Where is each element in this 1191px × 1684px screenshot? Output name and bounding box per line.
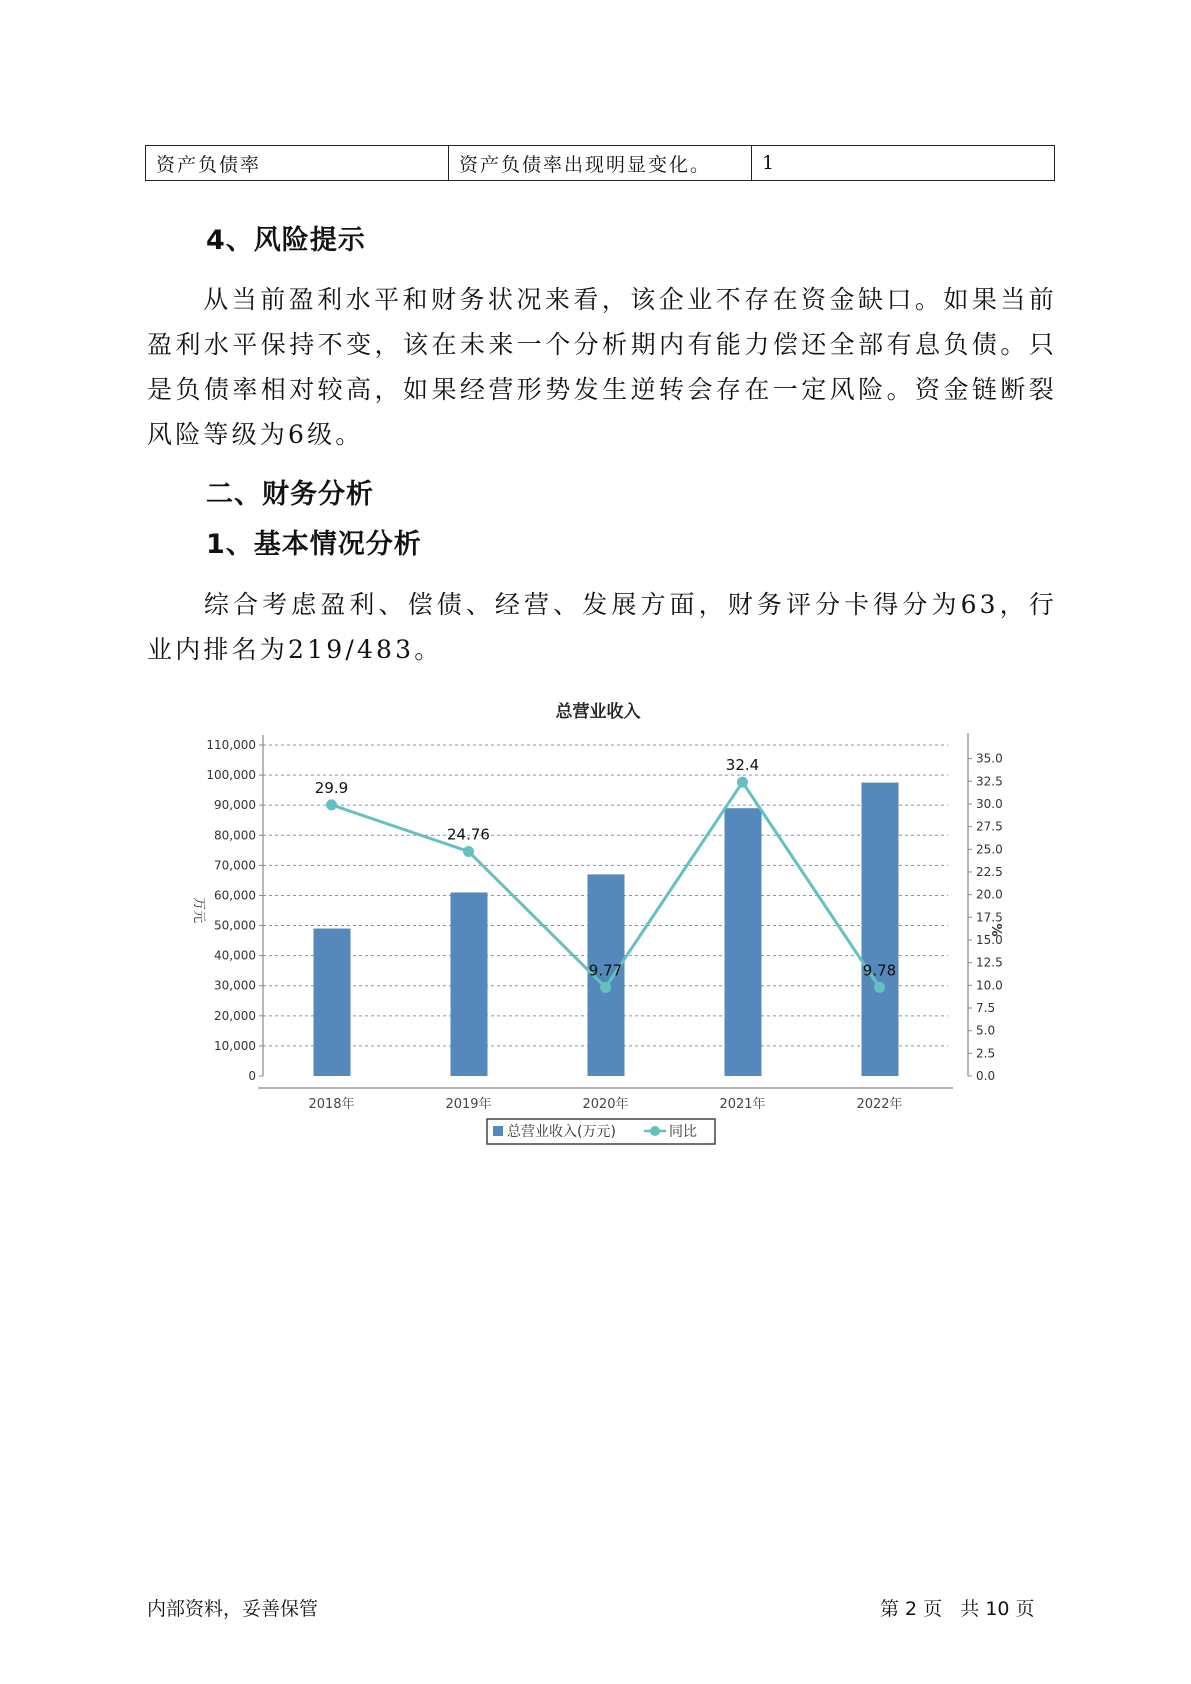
data-label: 9.77 — [588, 961, 623, 980]
x-tick-label: 2020年 — [582, 1097, 629, 1112]
data-label: 29.9 — [314, 778, 349, 797]
x-tick-label: 2018年 — [308, 1097, 355, 1112]
y2-tick-label: 35.0 — [976, 751, 1003, 766]
bar-series — [314, 783, 899, 1076]
y2-tick-label: 22.5 — [976, 864, 1003, 879]
risk-paragraph-text: 从当前盈利水平和财务状况来看，该企业不存在资金缺口。如果当前盈利水平保持不变，该在未来一个分析期内有能力偿还全部有息负债。只是负债率相对较高，如果经营形势发生逆转会存在一定风险。资金链断裂风险等级为6级。 — [147, 285, 1057, 449]
data-label: 32.4 — [725, 756, 760, 775]
y-tick-label: 50,000 — [214, 918, 256, 933]
x-tick-label: 2022年 — [856, 1097, 903, 1112]
revenue-chart — [180, 695, 1010, 1145]
y-tick-label: 0 — [248, 1069, 256, 1083]
y2-tick-label: 27.5 — [976, 819, 1003, 834]
basic-paragraph-text: 综合考虑盈利、偿债、经营、发展方面，财务评分卡得分为63，行业内排名为219/483。 — [147, 590, 1057, 664]
y-tick-label: 70,000 — [214, 858, 256, 873]
y-axis-label: 万元 — [191, 896, 206, 924]
basic-paragraph — [147, 582, 1057, 672]
line-point — [874, 982, 885, 993]
legend-bar-label: 总营业收入(万元) — [507, 1124, 616, 1140]
data-label: 24.76 — [447, 825, 490, 844]
legend-line-label: 同比 — [669, 1124, 697, 1140]
y2-tick-label: 10.0 — [976, 978, 1003, 993]
y2-tick-label: 12.5 — [976, 955, 1003, 970]
y2-tick-label: 0.0 — [976, 1069, 996, 1083]
chart-legend — [487, 1119, 715, 1144]
y-tick-label: 10,000 — [214, 1038, 256, 1053]
risk-paragraph — [147, 277, 1057, 457]
y-tick-label: 80,000 — [214, 828, 256, 843]
bar — [314, 929, 351, 1076]
y2-tick-label: 25.0 — [976, 842, 1003, 857]
table-row — [146, 146, 1055, 181]
y-tick-label: 100,000 — [206, 768, 256, 783]
y-tick-label: 40,000 — [214, 948, 256, 963]
table-cell: 资产负债率 — [146, 146, 449, 181]
y2-tick-label: 2.5 — [976, 1046, 996, 1061]
y2-tick-label: 5.0 — [976, 1023, 996, 1038]
y2-axis-label: % — [988, 923, 1003, 937]
footer-confidential: 内部资料，妥善保管 — [147, 1598, 319, 1620]
y-tick-label: 30,000 — [214, 978, 256, 993]
chart-title: 总营业收入 — [555, 702, 641, 722]
bar — [725, 808, 762, 1076]
y2-tick-label: 17.5 — [976, 910, 1003, 925]
line-point — [600, 982, 611, 993]
y-tick-label: 20,000 — [214, 1008, 256, 1023]
line-point — [326, 799, 337, 810]
section-heading-finance: 二、财务分析 — [206, 479, 374, 510]
y-tick-label: 90,000 — [214, 798, 256, 813]
y2-tick-label: 7.5 — [976, 1000, 996, 1015]
y2-tick-label: 15.0 — [976, 932, 1003, 947]
table-cell: 1 — [752, 146, 1055, 181]
legend-line-marker — [650, 1126, 660, 1136]
y2-tick-label: 20.0 — [976, 887, 1003, 902]
x-tick-label: 2019年 — [445, 1097, 492, 1112]
bar — [862, 783, 899, 1076]
section-heading-risk: 4、风险提示 — [206, 225, 366, 256]
y-tick-label: 60,000 — [214, 888, 256, 903]
bar — [451, 892, 488, 1076]
line-point — [737, 777, 748, 788]
table-cell: 资产负债率出现明显变化。 — [449, 146, 752, 181]
risk-indicator-table — [145, 145, 1055, 181]
y2-tick-label: 30.0 — [976, 796, 1003, 811]
section-heading-basic: 1、基本情况分析 — [206, 529, 422, 560]
y-tick-label: 110,000 — [206, 738, 256, 752]
line-point — [463, 846, 474, 857]
y2-tick-label: 32.5 — [976, 774, 1003, 789]
legend-bar-swatch — [493, 1126, 503, 1136]
footer-page-number: 第 2 页 共 10 页 — [880, 1598, 1035, 1620]
data-label: 9.78 — [862, 961, 897, 980]
x-tick-label: 2021年 — [719, 1097, 766, 1112]
